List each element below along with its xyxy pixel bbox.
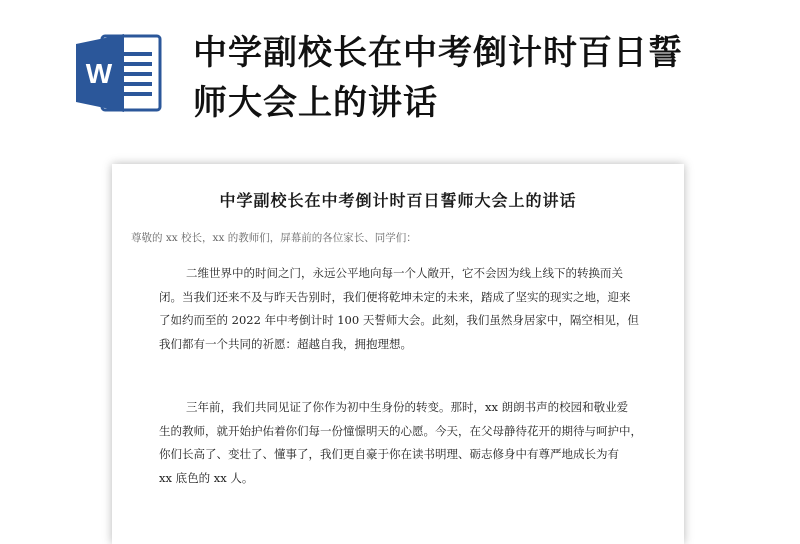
paragraph-line: 三年前，我们共同见证了你作为初中生身份的转变。那时，xx 朗朗书声的校园和敬业爱 — [186, 400, 629, 414]
paragraph-line: xx 底色的 xx 人。 — [159, 470, 254, 485]
page-title-line: 师大会上的讲话 — [193, 83, 438, 123]
paragraph-line: 我们都有一个共同的祈愿：超越自我，拥抱理想。 — [159, 336, 412, 351]
word-document-icon — [76, 32, 162, 114]
page-title — [193, 28, 753, 128]
paragraph-line: 闭。当我们还来不及与昨天告别时，我们便将乾坤未定的未来，踏成了坚实的现实之地，迎来 — [159, 289, 631, 304]
paragraph-line: 你们长高了、变壮了、懂事了，我们更自豪于你在读书明理、砺志修身中有尊严地成长为有 — [159, 447, 619, 461]
paragraph-line: 了如约而至的 2022 年中考倒计时 100 天誓师大会。此刻，我们虽然身居家中，隔空相见，但 — [159, 313, 639, 327]
document-salutation: 尊敬的 xx 校长，xx 的教师们，屏幕前的各位家长、同学们： — [131, 232, 417, 244]
document-paragraph — [159, 396, 665, 490]
paragraph-line: 生的教师，就开始护佑着你们每一份憧憬明天的心愿。今天，在父母静待花开的期待与呵护中， — [159, 423, 642, 438]
document-page-preview — [112, 164, 684, 544]
document-paragraph — [159, 262, 665, 356]
page-title-line: 中学副校长在中考倒计时百日誓 — [193, 33, 683, 73]
document-title: 中学副校长在中考倒计时百日誓师大会上的讲话 — [219, 191, 577, 210]
word-icon-letter: W — [85, 58, 113, 89]
paragraph-line: 二维世界中的时间之门，永远公平地向每一个人敞开，它不会因为线上线下的转换而关 — [186, 266, 623, 280]
